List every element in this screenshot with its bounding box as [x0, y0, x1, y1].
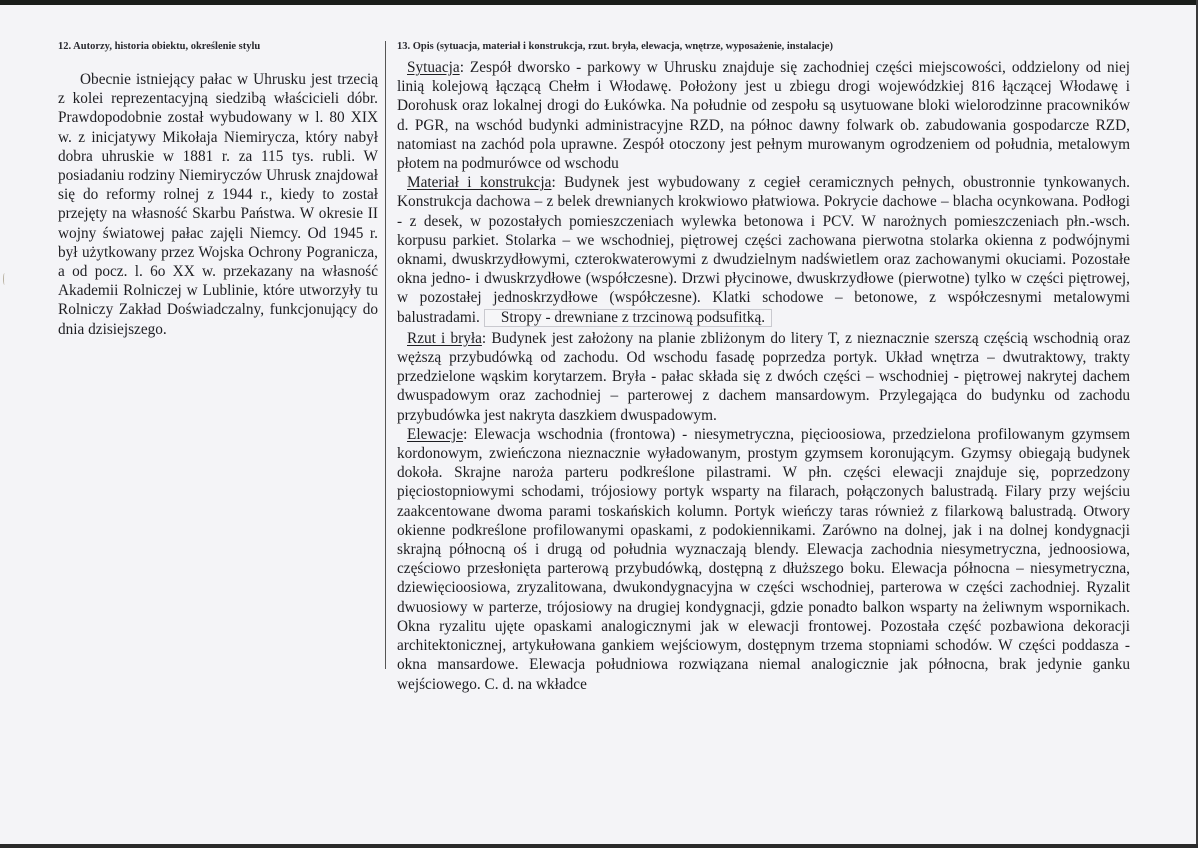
label-sytuacja: Sytuacja — [407, 59, 460, 76]
scan-artifact — [3, 273, 6, 285]
column-divider — [385, 41, 386, 669]
paragraph-material — [397, 173, 1130, 327]
paragraph-sytuacja — [397, 58, 1130, 173]
stropy-note-box: Stropy - drewniane z trzcinową podsufitką. — [484, 309, 772, 327]
text-rzut: : Budynek jest założony na planie zbliżonym do litery T, z nieznacznie szerszą częścią wschodnią oraz węższą przybudówką od zachodu. Od wschodu fasadę poprzedza portyk. Układ wnętrza – dwutraktowy, trakty przedzielone wąskim korytarzem. Bryła - pałac składa się z dwóch części – wschodniej - piętrowej nakrytej dachem dwuspadowym oraz zachodniej – parterowej z dachem mansardowym. Przylegająca do budynku od zachodu przybudówka jest nakryta daszkiem dwuspadowym. — [397, 329, 1130, 424]
section-12-history — [58, 41, 378, 339]
paragraph-elewacje — [397, 425, 1130, 694]
text-elewacje: : Elewacja wschodnia (frontowa) - niesymetryczna, pięcioosiowa, przedzielona profilowanym gzymsem kordonowym, zwieńczona nieznacznie wyładowanym, prostym gzymsem koronującym. Gzymsy obiegają budynek dokoła. Skrajne naroża parteru podkreślone pilastrami. W płn. części elewacji znajduje się, poprzedzony pięciostopniowymi schodami, trójosiowy portyk wsparty na filarach, połączonych balustradą. Filary przy wejściu zaakcentowane dwoma parami toskańskich kolumn. Portyk wieńczy taras również z filarkową balustradą. Otwory okienne podkreślone profilowanymi opaskami, z podokiennikami. Zarówno na dolnej, jak i na dolnej kondygnacji skrajną północną oś i drugą od południa wyznaczają blendy. Elewacja zachodnia niesymetryczna, jednoosiowa, częściowo przesłonięta parterową przybudówką, dostępną z dłuższego boku. Elewacja północna – niesymetryczna, dziewięcioosiowa, zryzalitowana, dwukondygnacyjna w części wschodniej, parterowa w części zachodniej. Ryzalit dwuosiowy w parterze, trójosiowy na drugiej kondygnacji, gdzie ponadto balkon wsparty na żeliwnym wspornikach. Okna ryzalitu ujęte opaskami analogicznymi jak w elewacji frontowej. Pozostała część pozbawiona dekoracji architektonicznej, artykułowana gankiem wejściowym, dostępnym trzema stopniami schodów. W części poddasza - okna mansardowe. Elewacja południowa rozwiązana niemal analogicznie jak północna, brak jedynie ganku wejściowego. C. d. na wkładce — [397, 425, 1130, 693]
text-sytuacja: : Zespół dworsko - parkowy w Uhrusku znajduje się zachodniej części miejscowości, oddzielony od niej linią kolejową łączącą Chełm i Włodawę. Położony jest u zbiegu drogi wojewódzkiej 816 łączącej Włodawę i Dorohusk oraz lokalnej drogi do Łukówka. Na południe od zespołu są usytuowane bloki wielorodzinne pracowników d. PGR, na wschód budynki administracyjne RZD, na północ dawny folwark ob. zabudowania gospodarcze RZD, natomiast na zachód pola uprawne. Zespół otoczony jest pełnym murowanym ogrodzeniem od południa, metalowym płotem na podmurówce od wschodu — [397, 59, 1130, 173]
section-12-heading: 12. Autorzy, historia obiektu, określenie stylu — [58, 41, 261, 52]
history-paragraph: Obecnie istniejący pałac w Uhrusku jest trzecią z kolei reprezentacyjną siedzibą właścicieli dóbr. Prawdopodobnie został wybudowany w l. 80 XIX w. z inicjatywy Mikołaja Niemirycza, który nabył dobra uhruskie w 1881 r. za 115 tys. rubli. W posiadaniu rodziny Niemiryczów Uhrusk znajdował się do reformy rolnej z 1944 r., kiedy to został przejęty na własność Skarbu Państwa. W okresie II wojny światowej pałac zajęli Niemcy. Od 1945 r. był użytkowany przez Wojska Ochrony Pogranicza, a od pocz. l. 6o XX w. przekazany na własność Akademii Rolniczej w Lublinie, które utworzyły tu Rolniczy Zakład Doświadczalny, funkcjonujący do dnia dzisiejszego. — [58, 71, 378, 338]
paragraph-rzut — [397, 329, 1130, 425]
label-rzut: Rzut i bryła — [407, 329, 482, 347]
label-material: Materiał i konstrukcja — [407, 174, 552, 192]
text-material: : Budynek jest wybudowany z cegieł ceramicznych pełnych, obustronnie tynkowanych. Konstrukcja dachowa – z belek drewnianych krokwiowo płatwiowa. Pokrycie dachowe – blacha ocynkowana. Podłogi - z desek, w pozostałych pomieszczeniach wylewka betonowa i PCV. W narożnych pomieszczeniach płn.-wsch. korpusu parkiet. Stolarka – we wschodniej, piętrowej części zachowana pierwotna stolarka okienna z podwójnymi oknami, dwuskrzydłowymi, czterokwaterowymi z dwudzielnym nadświetlem oraz zachowanymi okuciami. Pozostałe okna jedno- i dwuskrzydłowe (współczesne). Drzwi płycinowe, dwuskrzydłowe (pierwotne) tylko w części piętrowej, w pozostałej jednoskrzydłowe (współczesne). Klatki schodowe – betonowe, z współczesnymi metalowymi balustradami. — [397, 174, 1130, 326]
section-13-description — [397, 41, 1130, 694]
scan-border-bottom — [0, 844, 1198, 848]
label-elewacje: Elewacje — [407, 425, 464, 443]
document-page — [0, 5, 1196, 844]
section-13-heading: 13. Opis (sytuacja, materiał i konstrukcja, rzut. bryła, elewacja, wnętrze, wyposażenie, instalacje) — [397, 41, 833, 52]
